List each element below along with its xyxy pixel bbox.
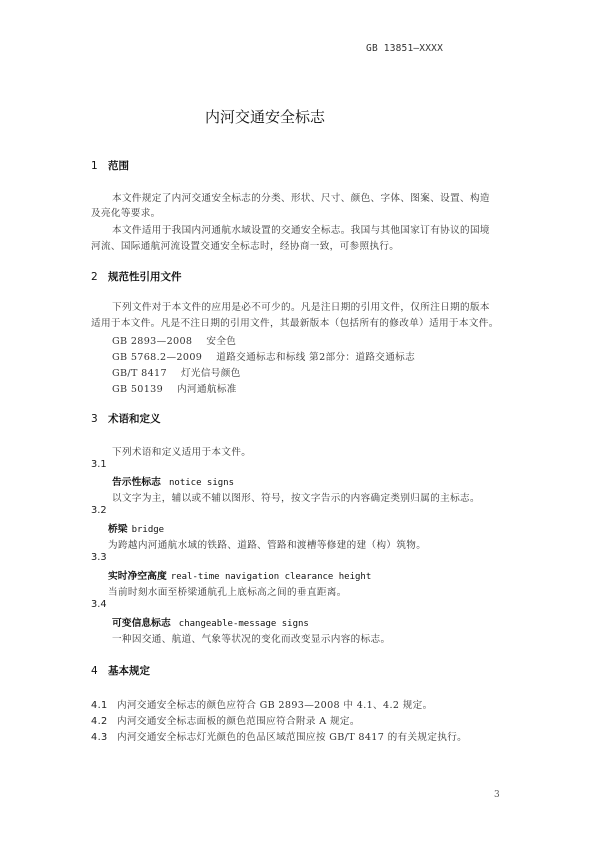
reference-title: 内河通航标准 [177,384,237,395]
reference-title: 灯光信号颜色 [180,368,241,379]
term-en: real-time navigation clearance height [170,572,372,582]
requirement-text: 内河交通安全标志的颜色应符合 GB 2893—2008 中 4.1、4.2 规定。 [117,700,433,711]
section-title: 规范性引用文件 [108,271,182,283]
requirement-number: 4.3 [91,732,108,743]
requirement-item [91,697,433,711]
term-number: 3.1 [91,459,107,470]
term-en: bridge [131,525,165,535]
term-zh: 告示性标志 [112,477,161,488]
section-number: 3 [91,413,98,425]
terms-intro: 下列术语和定义适用于本文件。 [112,447,252,458]
reference-item [112,333,236,347]
reference-item [112,381,237,395]
term-definition: 为跨越内河通航水域的铁路、道路、管路和渡槽等修建的建（构）筑物。 [108,540,427,551]
term-name [112,474,234,488]
term-name [112,615,309,629]
term-zh: 桥梁 [108,524,128,535]
requirement-item [91,729,467,743]
reference-code: GB 2893—2008 [112,336,193,347]
paragraph-line: 适用于本文件。凡是不注日期的引用文件，其最新版本（包括所有的修改单）适用于本文件。 [91,318,499,329]
standard-number: GB 13851—XXXX [366,43,443,54]
section-title: 术语和定义 [108,413,161,425]
term-name [108,568,371,582]
reference-code: GB 5768.2—2009 [112,352,203,363]
paragraph-line: 本文件适用于我国内河通航水域设置的交通安全标志。我国与其他国家订有协议的国境 [112,225,490,236]
term-number: 3.2 [91,505,107,516]
paragraph-line: 下列文件对于本文件的应用是必不可少的。凡是注日期的引用文件，仅所注日期的版本 [112,302,490,313]
section-title: 范围 [108,160,129,172]
term-name [108,521,164,535]
reference-item [112,349,415,363]
section-number: 1 [91,160,98,172]
requirement-text: 内河交通安全标志灯光颜色的色品区域范围应按 GB/T 8417 的有关规定执行。 [117,732,468,743]
page-number: 3 [494,790,500,800]
paragraph-line: 本文件规定了内河交通安全标志的分类、形状、尺寸、颜色、字体、图案、设置、构造 [112,193,490,204]
section-heading-scope [91,158,129,173]
section-number: 2 [91,271,98,283]
document-title: 内河交通安全标志 [204,108,325,126]
section-heading-normative-references [91,269,182,284]
requirement-number: 4.1 [91,700,108,711]
reference-code: GB/T 8417 [112,368,167,379]
term-definition: 以文字为主，辅以或不辅以图形、符号，按文字告示的内容确定类别归属的主标志。 [112,493,480,504]
section-title: 基本规定 [108,665,150,677]
section-heading-basic-requirements [91,663,150,678]
requirement-text: 内河交通安全标志面板的颜色范围应符合附录 A 规定。 [117,716,360,727]
reference-item [112,365,241,379]
section-heading-terms-definitions [91,411,161,426]
paragraph-line: 及亮化等要求。 [91,208,161,219]
paragraph-line: 河流、国际通航河流设置交通安全标志时，经协商一致，可参照执行。 [91,241,400,252]
term-number: 3.3 [91,552,107,563]
requirement-number: 4.2 [91,716,108,727]
section-number: 4 [91,665,98,677]
term-zh: 实时净空高度 [108,571,167,582]
term-en: changeable-message signs [178,619,309,629]
term-definition: 一种因交通、航道、气象等状况的变化而改变显示内容的标志。 [112,634,391,645]
term-zh: 可变信息标志 [112,618,171,629]
requirement-item [91,713,360,727]
term-definition: 当前时刻水面至桥梁通航孔上底标高之间的垂直距离。 [108,587,347,598]
reference-code: GB 50139 [112,384,164,395]
reference-title: 道路交通标志和标线 第2部分：道路交通标志 [216,352,416,363]
reference-title: 安全色 [206,336,237,347]
term-en: notice signs [168,478,235,488]
term-number: 3.4 [91,599,107,610]
